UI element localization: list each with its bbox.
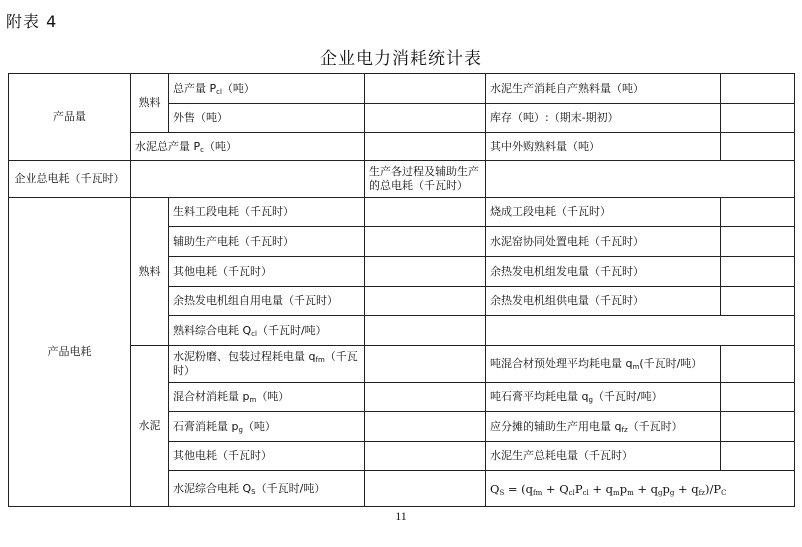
label-aux-power: 辅助生产电耗（千瓦时） [169, 227, 365, 257]
label-allocated-aux-power: 应分摊的辅助生产用电量 $q_{fz}$（千瓦时） [486, 412, 721, 442]
label-raw-material-power: 生料工段电耗（千瓦时） [169, 198, 365, 227]
label-cement-grinding: 水泥粉磨、包装过程耗电量 $q_{fm}$（千瓦时） [169, 346, 365, 383]
label-clinker-sold: 外售（吨） [169, 104, 365, 133]
label-kiln-coprocessing-power: 水泥窑协同处置电耗（千瓦时） [486, 227, 721, 257]
value-cell [365, 74, 486, 104]
label-clinker-total-output: 总产量 $P_{cl}$（吨） [169, 74, 365, 104]
label-other-power-cement: 其他电耗（千瓦时） [169, 442, 365, 471]
section-clinker-power: 熟料 [131, 198, 169, 346]
section-cement: 水泥 [131, 346, 169, 507]
label-cement-total-output: 水泥总产量 $P_c$（吨） [131, 133, 365, 161]
label-purchased-clinker: 其中外购熟料量（吨） [486, 133, 721, 161]
label-clinker-comprehensive: 熟料综合电耗 $Q_{cl}$（千瓦时/吨） [169, 316, 365, 346]
value-cell [486, 316, 795, 346]
value-cell [721, 133, 795, 161]
value-cell [721, 412, 795, 442]
label-gypsum-consumption: 石膏消耗量 $p_g$（吨） [169, 412, 365, 442]
page-title: 企业电力消耗统计表 [320, 49, 482, 69]
table-row [9, 74, 795, 104]
value-cell [721, 287, 795, 316]
value-cell [486, 161, 795, 198]
label-inventory: 库存（吨）:（期末-期初） [486, 104, 721, 133]
power-consumption-table [8, 73, 795, 507]
table-row [9, 161, 795, 198]
section-clinker: 熟料 [131, 74, 169, 133]
label-waste-heat-generation: 余热发电机组发电量（千瓦时） [486, 257, 721, 287]
section-product-volume: 产品量 [9, 74, 131, 161]
value-cell [365, 316, 486, 346]
section-product-power: 产品电耗 [9, 198, 131, 507]
appendix-label: 附表 4 [6, 12, 58, 31]
value-cell [365, 104, 486, 133]
label-kiln-power: 烧成工段电耗（千瓦时） [486, 198, 721, 227]
value-cell [721, 227, 795, 257]
value-cell [721, 442, 795, 471]
label-admixture-pretreat: 吨混合材预处理平均耗电量 $q_m$(千瓦时/吨） [486, 346, 721, 383]
value-cell [131, 161, 365, 198]
label-waste-heat-self-use: 余热发电机组自用电量（千瓦时） [169, 287, 365, 316]
value-cell [365, 442, 486, 471]
value-cell [365, 257, 486, 287]
page-number: 11 [395, 509, 407, 523]
value-cell [365, 287, 486, 316]
value-cell [721, 383, 795, 412]
value-cell [721, 257, 795, 287]
value-cell [721, 104, 795, 133]
value-cell [365, 383, 486, 412]
table-row [9, 198, 795, 227]
value-cell [365, 227, 486, 257]
value-cell [721, 74, 795, 104]
cement-power-formula: $Q_S = (q_{fm} + Q_{cl}P_{cl} + q_mp_m + q_gp_g + q_{fz})/P_C$ [486, 471, 795, 507]
label-gypsum-avg-power: 吨石膏平均耗电量 $q_g$（千瓦时/吨） [486, 383, 721, 412]
label-cement-comprehensive: 水泥综合电耗 $Q_S$（千瓦时/吨） [169, 471, 365, 507]
value-cell [365, 346, 486, 383]
label-cement-self-clinker: 水泥生产消耗自产熟料量（吨） [486, 74, 721, 104]
label-other-power-clinker: 其他电耗（千瓦时） [169, 257, 365, 287]
value-cell [365, 198, 486, 227]
value-cell [365, 471, 486, 507]
value-cell [365, 133, 486, 161]
label-waste-heat-supply: 余热发电机组供电量（千瓦时） [486, 287, 721, 316]
value-cell [721, 346, 795, 383]
value-cell [721, 198, 795, 227]
value-cell [365, 412, 486, 442]
label-cement-total-power: 水泥生产总耗电量（千瓦时） [486, 442, 721, 471]
label-admixture-consumption: 混合材消耗量 $p_m$（吨） [169, 383, 365, 412]
section-total-power: 企业总电耗（千瓦时） [9, 161, 131, 198]
label-process-total-power: 生产各过程及辅助生产的总电耗（千瓦时） [365, 161, 486, 198]
